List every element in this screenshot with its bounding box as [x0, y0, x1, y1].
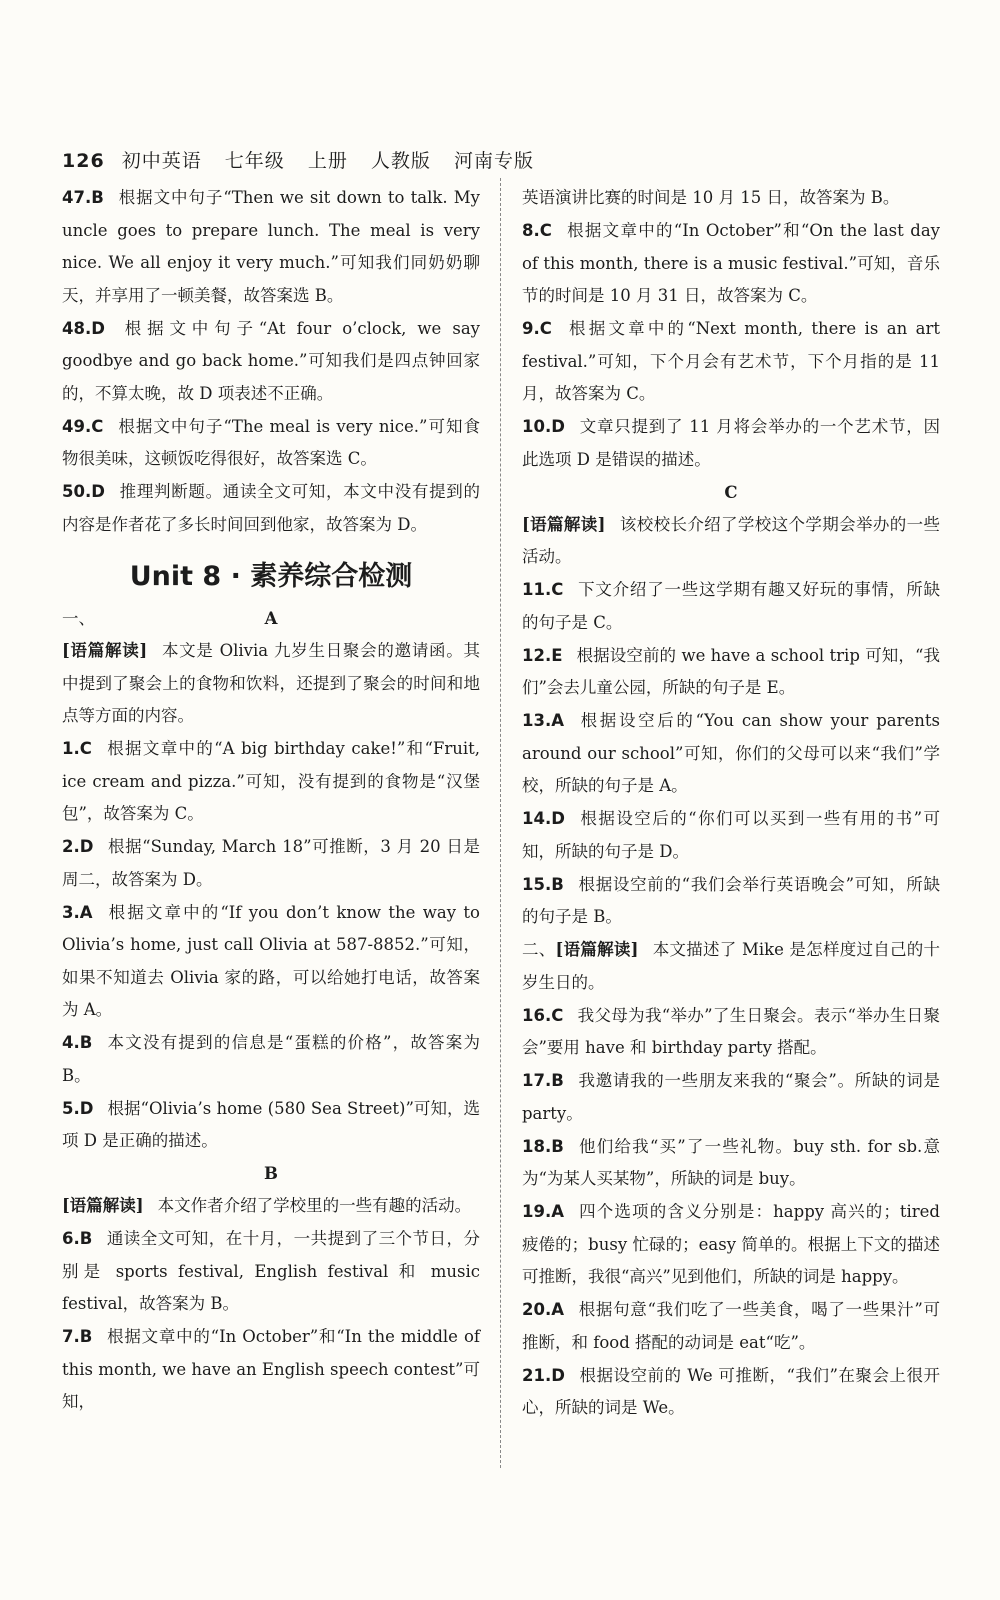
- answer-item-19: 19.A 四个选项的含义分别是：happy 高兴的；tired 疲倦的；busy 忙碌的；easy 简单的。根据上下文的描述可推断，我很“高兴”见到他们，所缺的词是 happy。: [522, 1202, 940, 1286]
- answer-item-3: 3.A 根据文章中的“If you don’t know the way to Olivia’s home, just call Olivia at 587-8852.”可知，如果不知道去 Olivia 家的路，可以给她打电话，故答案为 A。: [62, 902, 480, 1019]
- answer-item-49: 49.C 根据文中句子“The meal is very nice.”可知食物很美味，这顿饭吃得很好，故答案选 C。: [62, 416, 480, 468]
- answer-item-11: 11.C 下文介绍了一些这学期有趣又好玩的事情，所缺的句子是 C。: [522, 580, 940, 632]
- passage-summary-a: [语篇解读] 本文是 Olivia 九岁生日聚会的邀请函。其中提到了聚会上的食物和饮料，还提到了聚会的时间和地点等方面的内容。: [62, 641, 480, 725]
- section-number: 二、: [522, 940, 556, 959]
- answer-item-18: 18.B 他们给我“买”了一些礼物。buy sth. for sb.意为“为某人买某物”，所缺的词是 buy。: [522, 1136, 940, 1188]
- answer-item-17: 17.B 我邀请我的一些朋友来我的“聚会”。所缺的词是 party。: [522, 1071, 940, 1123]
- region-label: 河南专版: [453, 150, 534, 172]
- column-divider: [500, 178, 501, 1468]
- section-one-header: [62, 603, 480, 635]
- passage-summary-2: 二、[语篇解读] 本文描述了 Mike 是怎样度过自己的十岁生日的。: [522, 940, 940, 992]
- answer-item-21: 21.D 根据设空前的 We 可推断，“我们”在聚会上很开心，所缺的词是 We。: [522, 1365, 940, 1417]
- answer-item-9: 9.C 根据文章中的“Next month, there is an art festival.”可知，下个月会有艺术节，下个月指的是 11 月，故答案为 C。: [522, 319, 940, 403]
- edition-label: 人教版: [370, 150, 431, 172]
- answer-item-8: 8.C 根据文章中的“In October”和“On the last day of this month, there is a music festival.”可知，音乐节的时间是 10 月 31 日，故答案为 C。: [522, 221, 940, 305]
- answer-item-12: 12.E 根据设空前的 we have a school trip 可知，“我们”会去儿童公园，所缺的句子是 E。: [522, 645, 940, 697]
- right-column: [522, 182, 940, 1425]
- section-number: 一、: [62, 609, 95, 628]
- answer-item-15: 15.B 根据设空前的“我们会举行英语晚会”可知，所缺的句子是 B。: [522, 874, 940, 926]
- answer-item-10: 10.D 文章只提到了 11 月将会举办的一个艺术节，因此选项 D 是错误的描述。: [522, 417, 940, 469]
- passage-summary-c: [语篇解读] 该校校长介绍了学校这个学期会举办的一些活动。: [522, 514, 940, 566]
- answer-item-13: 13.A 根据设空后的“You can show your parents around our school”可知，你们的父母可以来“我们”学校，所缺的句子是 A。: [522, 711, 940, 795]
- section-letter-c: C: [724, 482, 738, 502]
- answer-item-6: 6.B 通读全文可知，在十月，一共提到了三个节日，分别是 sports festival, English festival 和 music festival，故答案为 B。: [62, 1229, 480, 1313]
- subject-label: 初中英语: [121, 150, 202, 172]
- unit-title: Unit 8 · 素养综合检测: [129, 561, 413, 592]
- page-header: [62, 146, 550, 173]
- answer-item-16: 16.C 我父母为我“举办”了生日聚会。表示“举办生日聚会”要用 have 和 birthday party 搭配。: [522, 1005, 940, 1057]
- answer-item-20: 20.A 根据句意“我们吃了一些美食，喝了一些果汁”可推断，和 food 搭配的动词是 eat“吃”。: [522, 1300, 940, 1352]
- section-letter-a: A: [264, 609, 278, 628]
- answer-item-2: 2.D 根据“Sunday, March 18”可推断，3 月 20 日是周二，故答案为 D。: [62, 837, 480, 889]
- page-number: 126: [62, 150, 105, 172]
- passage-summary-b: [语篇解读] 本文作者介绍了学校里的一些有趣的活动。: [62, 1196, 472, 1215]
- answer-item-48: 48.D 根据文中句子“At four o’clock, we say goodbye and go back home.”可知我们是四点钟回家的，不算太晚，故 D 项表述不正确。: [62, 318, 480, 403]
- left-column: [62, 182, 480, 1419]
- volume-label: 上册: [307, 150, 348, 172]
- answer-item-4: 4.B 本文没有提到的信息是“蛋糕的价格”，故答案为 B。: [62, 1033, 480, 1085]
- answer-item-5: 5.D 根据“Olivia’s home (580 Sea Street)”可知，选项 D 是正确的描述。: [62, 1098, 480, 1150]
- answer-item-1: 1.C 根据文章中的“A big birthday cake!”和“Fruit, ice cream and pizza.”可知，没有提到的食物是“汉堡包”，故答案为 C。: [62, 739, 480, 823]
- answer-item-47: 47.B 根据文中句子“Then we sit down to talk. My uncle goes to prepare lunch. The meal is very nice. We all enjoy it very much.”可知我们同奶奶聊天，并享用了一顿美餐，故答案选 B。: [62, 188, 480, 305]
- section-letter-b: B: [264, 1164, 278, 1183]
- answer-item-7: 7.B 根据文章中的“In October”和“In the middle of this month, we have an English speech contest”可知，: [62, 1327, 480, 1411]
- grade-label: 七年级: [224, 150, 285, 172]
- answer-item-14: 14.D 根据设空后的“你们可以买到一些有用的书”可知，所缺的句子是 D。: [522, 809, 940, 861]
- answer-item-50: 50.D 推理判断题。通读全文可知，本文中没有提到的内容是作者花了多长时间回到他家，故答案为 D。: [62, 482, 480, 534]
- answer-item-7-continued: 英语演讲比赛的时间是 10 月 15 日，故答案为 B。: [522, 188, 900, 207]
